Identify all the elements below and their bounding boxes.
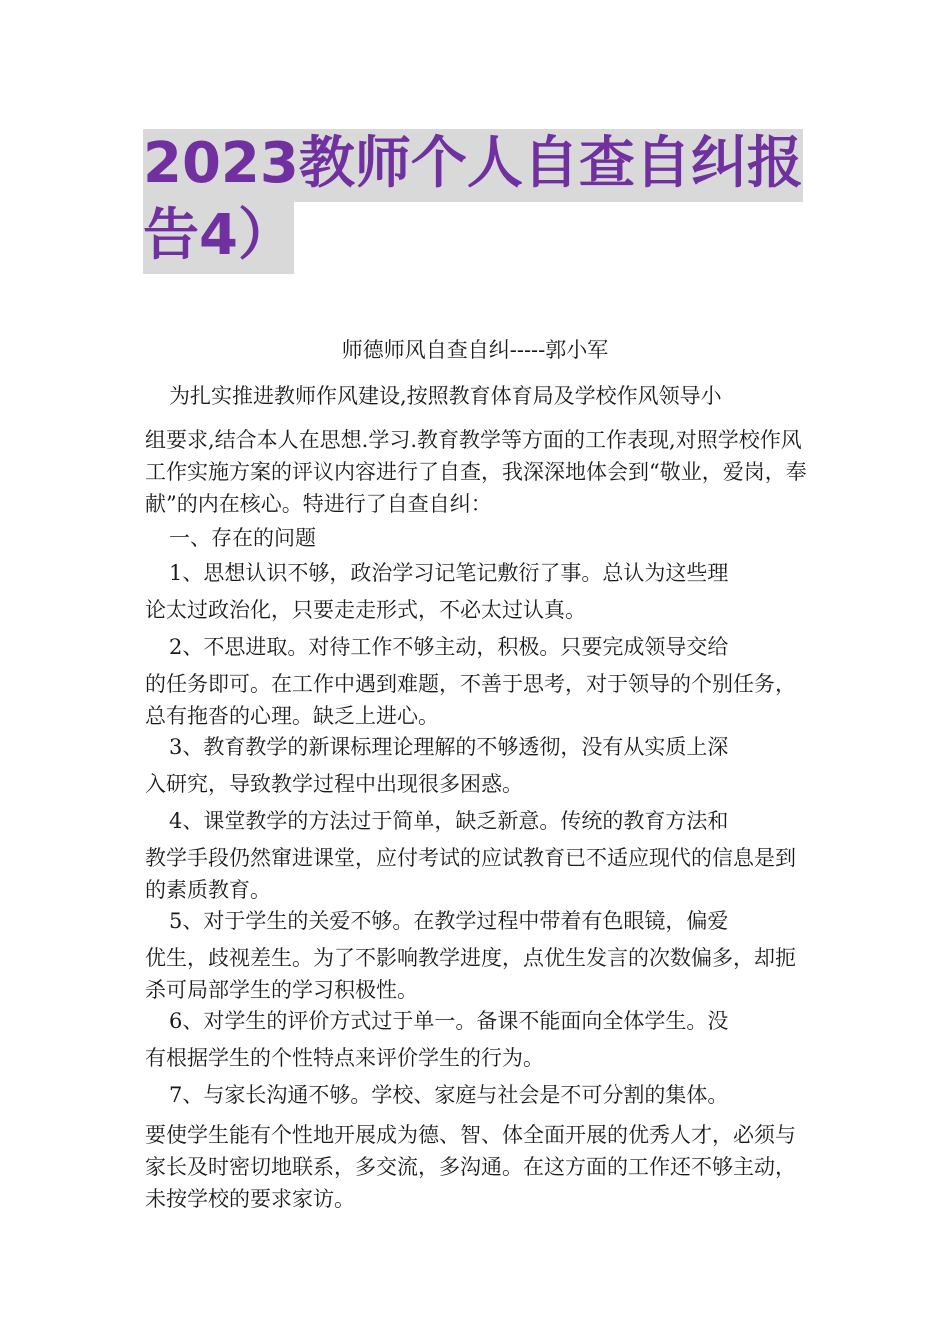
paragraph-item-4 bbox=[145, 805, 809, 906]
paragraph-continuation: 要使学生能有个性地开展成为德、智、体全面开展的优秀人才，必须与家长及时密切地联系，多交流，多沟通。在这方面的工作还不够主动，未按学校的要求家访。 bbox=[145, 1123, 796, 1211]
paragraph-continuation: 论太过政治化，只要走走形式，不必太过认真。 bbox=[145, 598, 586, 622]
paragraph-item-2 bbox=[145, 631, 809, 732]
paragraph-item-1 bbox=[145, 557, 809, 626]
paragraph-continuation: 优生，歧视差生。为了不影响教学进度，点优生发言的次数偏多，却扼杀可局部学生的学习积极性。 bbox=[145, 946, 796, 1002]
paragraph-item-3 bbox=[145, 731, 809, 800]
document-title bbox=[143, 128, 823, 272]
paragraph-continuation: 的任务即可。在工作中遇到难题，不善于思考，对于领导的个别任务，总有拖沓的心理。缺乏上进心。 bbox=[145, 672, 796, 728]
section-heading-text: 一、存在的问题 bbox=[169, 526, 316, 550]
paragraph-first-line: 7、与家长沟通不够。学校、家庭与社会是不可分割的集体。 bbox=[169, 1083, 729, 1107]
paragraph-first-line: 1、思想认识不够，政治学习记笔记敷衍了事。总认为这些理 bbox=[169, 561, 729, 585]
paragraph-continuation: 组要求,结合本人在思想.学习.教育教学等方面的工作表现,对照学校作风工作实施方案的评议内容进行了自查，我深深地体会到“敬业，爱岗，奉献”的内在核心。特进行了自查自纠： bbox=[145, 428, 807, 516]
paragraph-first-line: 5、对于学生的关爱不够。在教学过程中带着有色眼镜，偏爱 bbox=[169, 909, 729, 933]
document-title-text: 2023教师个人自查自纠报告4） bbox=[143, 129, 803, 274]
paragraph-first-line: 为扎实推进教师作风建设,按照教育体育局及学校作风领导小 bbox=[169, 384, 722, 408]
paragraph-continuation: 有根据学生的个性特点来评价学生的行为。 bbox=[145, 1046, 544, 1070]
document-subtitle: 师德师风自查自纠-----郭小军 bbox=[341, 338, 609, 362]
paragraph-continuation: 教学手段仍然窜进课堂，应付考试的应试教育已不适应现代的信息是到的素质教育。 bbox=[145, 846, 796, 902]
paragraph-first-line: 2、不思进取。对待工作不够主动，积极。只要完成领导交给 bbox=[169, 635, 729, 659]
paragraph-item-5 bbox=[145, 905, 809, 1006]
paragraph-first-line: 3、教育教学的新课标理论理解的不够透彻，没有从实质上深 bbox=[169, 735, 729, 759]
paragraph-continuation: 入研究，导致教学过程中出现很多困惑。 bbox=[145, 772, 523, 796]
paragraph-first-line: 4、课堂教学的方法过于简单，缺乏新意。传统的教育方法和 bbox=[169, 809, 729, 833]
paragraph-first-line: 6、对学生的评价方式过于单一。备课不能面向全体学生。没 bbox=[169, 1009, 729, 1033]
paragraph-intro bbox=[145, 380, 809, 520]
paragraph-item-6 bbox=[145, 1005, 809, 1074]
section-heading bbox=[145, 522, 809, 554]
paragraph-item-7 bbox=[145, 1079, 809, 1215]
